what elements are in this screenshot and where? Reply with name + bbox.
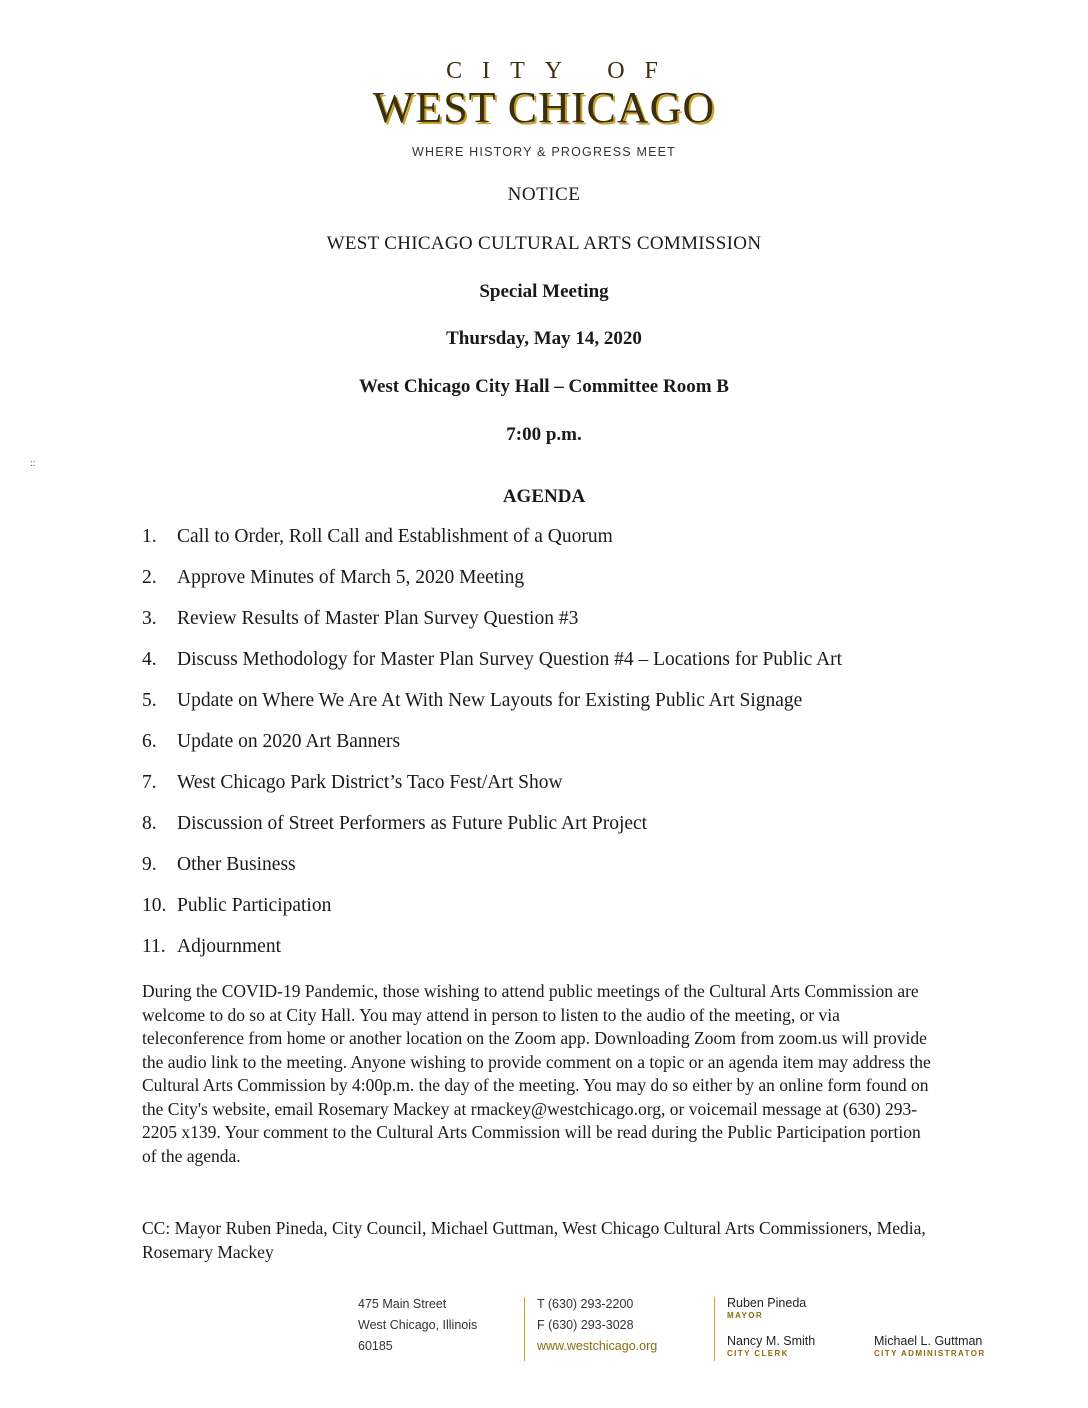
agenda-item-text: Approve Minutes of March 5, 2020 Meeting [177, 567, 525, 588]
agenda-item-text: Other Business [177, 854, 296, 875]
meeting-time: 7:00 p.m. [506, 424, 582, 445]
agenda-list [142, 524, 842, 975]
admin-name: Michael L. Guttman [874, 1334, 983, 1348]
agenda-item-text: Review Results of Master Plan Survey Question #3 [177, 608, 579, 629]
agenda-item [142, 934, 842, 975]
address-city: West Chicago, Illinois [358, 1318, 478, 1332]
logo-city-name: WEST CHICAGO [372, 83, 716, 132]
agenda-item-number: 10. [142, 895, 167, 916]
agenda-item-text: Public Participation [177, 895, 332, 916]
agenda-item [142, 688, 842, 729]
clerk-title: CITY CLERK [727, 1349, 789, 1358]
agenda-item-text: Adjournment [177, 936, 281, 957]
agenda-item-text: Update on 2020 Art Banners [177, 731, 401, 752]
agenda-item [142, 647, 842, 688]
logo-city-of: CITY OF [446, 58, 678, 84]
agenda-item [142, 893, 842, 934]
cc-line: CC: Mayor Ruben Pineda, City Council, Michael Guttman, West Chicago Cultural Arts Commissioners, Media, Rosemary Mackey [142, 1218, 926, 1262]
agenda-item-number: 9. [142, 854, 157, 875]
agenda-item-number: 8. [142, 813, 157, 834]
official-mayor [727, 1296, 806, 1320]
agenda-item-number: 1. [142, 526, 157, 547]
agenda-item-text: Discussion of Street Performers as Future Public Art Project [177, 813, 648, 834]
agenda-item-number: 2. [142, 567, 157, 588]
footer-address [358, 1294, 477, 1357]
agenda-item [142, 811, 842, 852]
agenda-item [142, 524, 842, 565]
agenda-item [142, 606, 842, 647]
mayor-title: MAYOR [727, 1311, 764, 1320]
agenda-item-text: Discuss Methodology for Master Plan Survey Question #4 – Locations for Public Art [177, 649, 843, 670]
agenda-item-number: 5. [142, 690, 157, 711]
agenda-item [142, 852, 842, 893]
meeting-date: Thursday, May 14, 2020 [446, 328, 642, 349]
margin-mark: :: [30, 458, 36, 469]
agenda-item-text: West Chicago Park District’s Taco Fest/Art Show [177, 772, 563, 793]
agenda-item-number: 6. [142, 731, 157, 752]
agenda-item-number: 7. [142, 772, 157, 793]
clerk-name: Nancy M. Smith [727, 1334, 816, 1348]
admin-title: CITY ADMINISTRATOR [874, 1349, 986, 1358]
meeting-type: Special Meeting [479, 281, 609, 302]
commission-name: WEST CHICAGO CULTURAL ARTS COMMISSION [326, 233, 762, 254]
phone-number: T (630) 293-2200 [537, 1297, 634, 1311]
address-zip: 60185 [358, 1339, 393, 1353]
official-clerk [727, 1334, 815, 1358]
agenda-item-number: 4. [142, 649, 157, 670]
agenda-item-text: Call to Order, Roll Call and Establishment of a Quorum [177, 526, 613, 547]
agenda-heading: AGENDA [502, 486, 586, 507]
agenda-item-text: Update on Where We Are At With New Layouts for Existing Public Art Signage [177, 690, 803, 711]
covid-notice-paragraph: During the COVID-19 Pandemic, those wishing to attend public meetings of the Cultural Arts Commission are welcome to do so at City Hall. You may attend in person to listen to the audio of the meeting, or via teleconference from home or another location on the Zoom app. Downloading Zoom from zoom.us will provide the audio link to the meeting. Anyone wishing to provide comment on a topic or an agenda item may address the Cultural Arts Commission by 4:00p.m. the day of the meeting. You may do so either by an online form found on the City's website, email Rosemary Mackey at rmackey@westchicago.org, or voicemail message at (630) 293-2205 x139. Your comment to the Cultural Arts Commission will be read during the Public Participation portion of the agenda. [142, 981, 931, 1166]
mayor-name: Ruben Pineda [727, 1296, 807, 1310]
address-street: 475 Main Street [358, 1297, 447, 1311]
meeting-location: West Chicago City Hall – Committee Room B [359, 376, 729, 397]
agenda-item [142, 565, 842, 606]
fax-number: F (630) 293-3028 [537, 1318, 634, 1332]
footer-divider [524, 1297, 525, 1361]
footer-contact [537, 1294, 657, 1357]
agenda-item [142, 729, 842, 770]
footer-divider [714, 1297, 715, 1361]
website-link[interactable]: www.westchicago.org [537, 1339, 658, 1353]
agenda-item [142, 770, 842, 811]
agenda-item-number: 3. [142, 608, 157, 629]
tagline: WHERE HISTORY & PROGRESS MEET [411, 145, 676, 159]
official-administrator [874, 1334, 986, 1358]
agenda-item-number: 11. [142, 936, 166, 957]
notice-heading: NOTICE [507, 184, 581, 205]
